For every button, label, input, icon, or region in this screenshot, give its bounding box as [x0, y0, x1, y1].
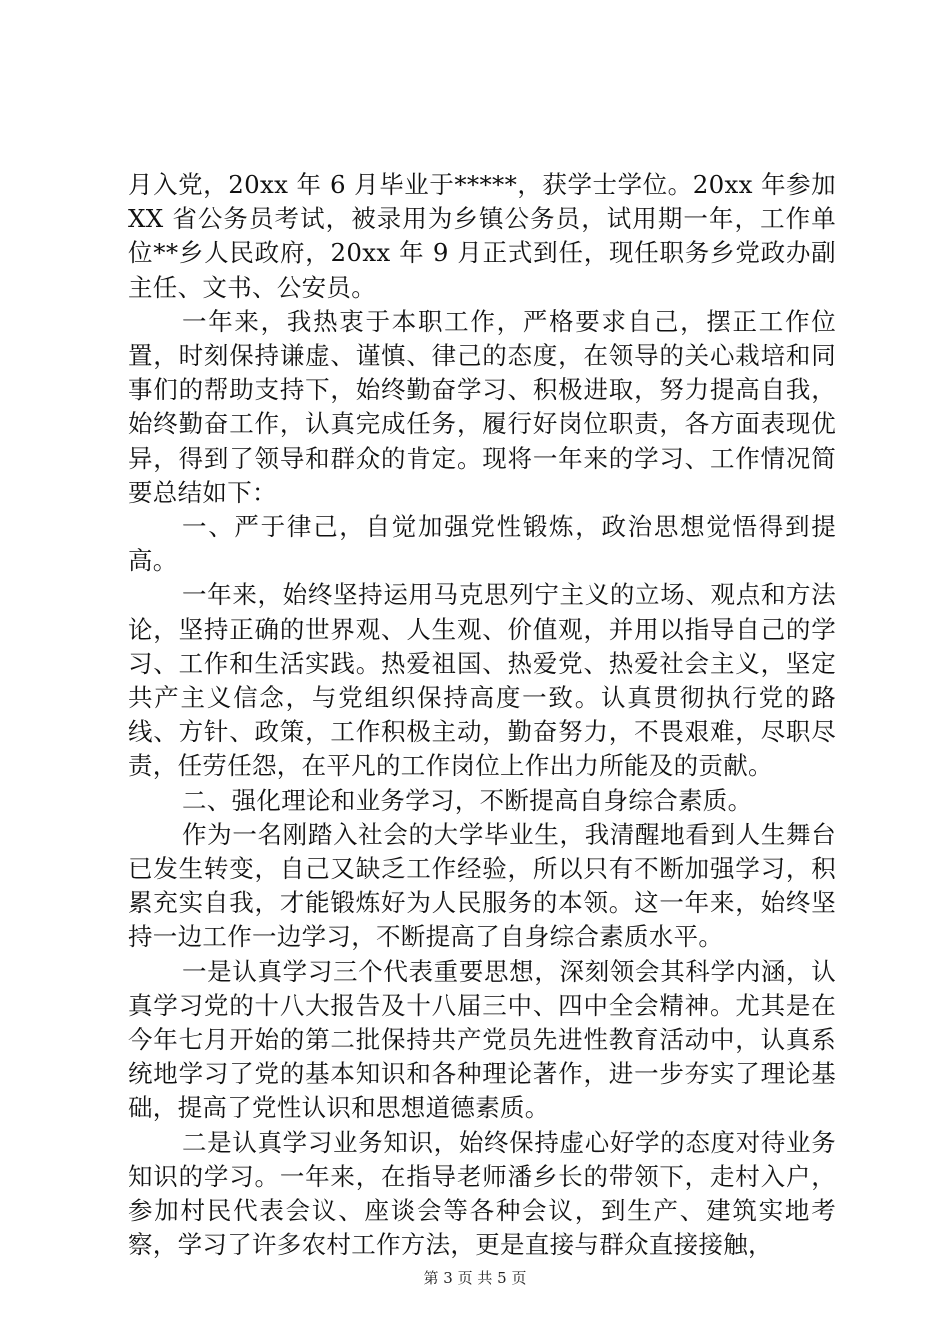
paragraph-theory: 一是认真学习三个代表重要思想，深刻领会其科学内涵，认真学习党的十八大报告及十八届三中、四中全会精神。尤其是在今年七月开始的第二批保持共产党员先进性教育活动中，认真系统地学习了党的基本知识和各种理论著作，进一步夯实了理论基础，提高了党性认识和思想道德素质。: [128, 956, 836, 1123]
paragraph-political: 一年来，始终坚持运用马克思列宁主义的立场、观点和方法论，坚持正确的世界观、人生观、价值观，并用以指导自己的学习、工作和生活实践。热爱祖国、热爱党、热爱社会主义，坚定共产主义信念，与党组织保持高度一致。认真贯彻执行党的路线、方针、政策，工作积极主动，勤奋努力，不畏艰难，尽职尽责，任劳任怨，在平凡的工作岗位上作出力所能及的贡献。: [128, 580, 836, 781]
section-heading-2: 二、强化理论和业务学习，不断提高自身综合素质。: [182, 785, 753, 815]
document-body: [128, 168, 836, 1263]
paragraph-continuation: 月入党，20xx 年 6 月毕业于*****，获学士学位。20xx 年参加XX 省公务员考试，被录用为乡镇公务员，试用期一年，工作单位**乡人民政府，20xx 年 9 月正式到任，现任职务乡党政办副主任、文书、公安员。: [128, 170, 836, 302]
paragraph-study: 作为一名刚踏入社会的大学毕业生，我清醒地看到人生舞台已发生转变，自己又缺乏工作经验，所以只有不断加强学习，积累充实自我，才能锻炼好为人民服务的本领。这一年来，始终坚持一边工作一边学习，不断提高了自身综合素质水平。: [128, 819, 836, 952]
page-number-footer: 第 3 页 共 5 页: [423, 1269, 527, 1287]
section-heading-1: 一、严于律己，自觉加强党性锻炼，政治思想觉悟得到提高。: [128, 512, 836, 576]
paragraph-intro: 一年来，我热衷于本职工作，严格要求自己，摆正工作位置，时刻保持谦虚、谨慎、律己的态度，在领导的关心栽培和同事们的帮助支持下，始终勤奋学习、积极进取，努力提高自我，始终勤奋工作，认真完成任务，履行好岗位职责，各方面表现优异，得到了领导和群众的肯定。现将一年来的学习、工作情况简要总结如下：: [128, 306, 836, 507]
paragraph-business: 二是认真学习业务知识，始终保持虚心好学的态度对待业务知识的学习。一年来，在指导老师潘乡长的带领下，走村入户，参加村民代表会议、座谈会等各种会议，到生产、建筑实地考察，学习了许多农村工作方法，更是直接与群众直接接触，: [128, 1127, 836, 1260]
